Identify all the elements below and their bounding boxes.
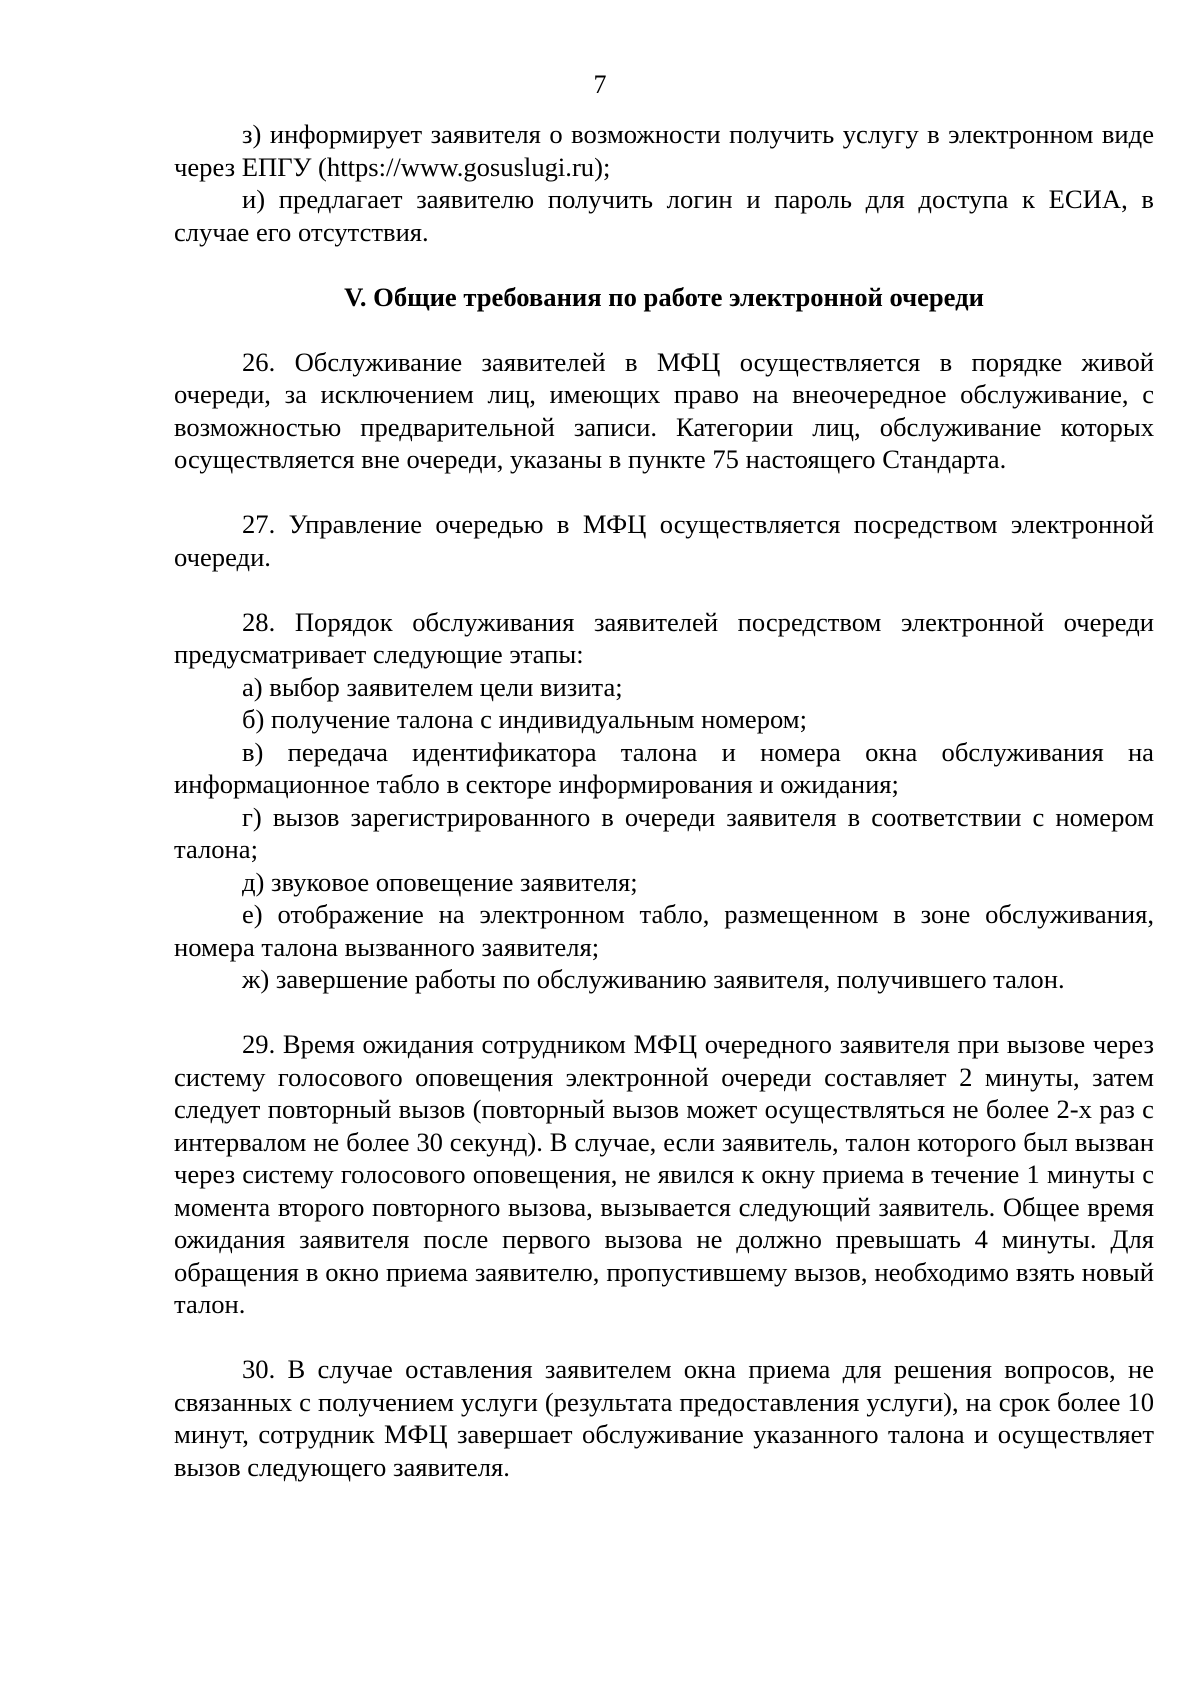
stage-zh: ж) завершение работы по обслуживанию заявителя, получившего талон. [242, 964, 1065, 994]
spacer [174, 573, 1154, 606]
item-i: и) предлагает заявителю получить логин и пароль для доступа к ЕСИА, в случае его отсутствия. [174, 184, 1154, 247]
document-body [174, 118, 1154, 1483]
paragraph-27: 27. Управление очередью в МФЦ осуществляется посредством электронной очереди. [174, 509, 1154, 572]
spacer [174, 248, 1154, 281]
section-heading: V. Общие требования по работе электронной очереди [344, 281, 984, 312]
stage-a: а) выбор заявителем цели визита; [242, 671, 623, 702]
spacer [174, 1321, 1154, 1354]
spacer [174, 313, 1154, 346]
stage-g: г) вызов зарегистрированного в очереди заявителя в соответствии с номером талона; [174, 801, 1154, 864]
paragraph-28-lead: 28. Порядок обслуживания заявителей посредством электронной очереди предусматривает следующие этапы: [174, 606, 1154, 669]
stage-e: е) отображение на электронном табло, размещенном в зоне обслуживания, номера талона вызванного заявителя; [174, 899, 1154, 962]
paragraph-30: 30. В случае оставления заявителем окна приема для решения вопросов, не связанных с получением услуги (результата предоставления услуги), на срок более 10 минут, сотрудник МФЦ завершает обслуживание указанного талона и осуществляет вызов следующего заявителя. [174, 1354, 1154, 1482]
stage-b: б) получение талона с индивидуальным номером; [242, 704, 808, 734]
item-z: з) информирует заявителя о возможности получить услугу в электронном виде через ЕПГУ (https://www.gosuslugi.ru); [174, 119, 1154, 182]
spacer [174, 996, 1154, 1029]
page-number: 7 [593, 70, 607, 99]
stage-v: в) передача идентификатора талона и номера окна обслуживания на информационное табло в секторе информирования и ожидания; [174, 736, 1154, 799]
paragraph-26: 26. Обслуживание заявителей в МФЦ осуществляется в порядке живой очереди, за исключением лиц, имеющих право на внеочередное обслуживание, с возможностью предварительной записи. Категории лиц, обслуживание которых осуществляется вне очереди, указаны в пункте 75 настоящего Стандарта. [174, 346, 1154, 474]
stage-d: д) звуковое оповещение заявителя; [242, 866, 638, 897]
spacer [174, 476, 1154, 509]
paragraph-29: 29. Время ожидания сотрудником МФЦ очередного заявителя при вызове через систему голосового оповещения электронной очереди составляет 2 минуты, затем следует повторный вызов (повторный вызов может осуществляться не более 2-х раз с интервалом не более 30 секунд). В случае, если заявитель, талон которого был вызван через систему голосового оповещения, не явился к окну приема в течение 1 минуты с момента второго повторного вызова, вызывается следующий заявитель. Общее время ожидания заявителя после первого вызова не должно превышать 4 минуты. Для обращения в окно приема заявителю, пропустившему вызов, необходимо взять новый талон. [174, 1029, 1154, 1319]
